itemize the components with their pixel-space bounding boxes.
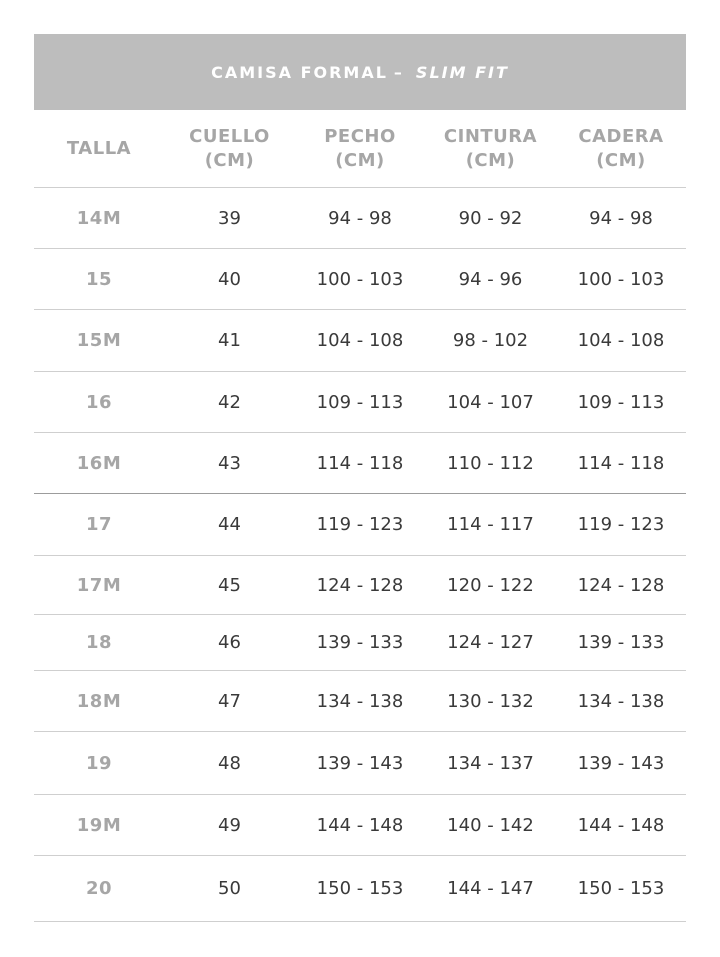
- cell-cintura: 130 - 132: [425, 671, 556, 732]
- header-talla-label: TALLA: [66, 137, 132, 159]
- header-cadera-label: CADERA: [578, 125, 664, 147]
- table-row: [34, 494, 686, 556]
- cell-pecho: 124 - 128: [295, 556, 425, 615]
- cell-cadera: 144 - 148: [556, 795, 686, 856]
- cell-size: 18: [34, 615, 164, 671]
- cell-cuello: 44: [164, 494, 295, 556]
- cell-cuello: 45: [164, 556, 295, 615]
- cell-cadera: 109 - 113: [556, 372, 686, 433]
- cell-cintura: 134 - 137: [425, 732, 556, 795]
- cell-cintura: 98 - 102: [425, 310, 556, 372]
- table-row: [34, 556, 686, 615]
- cell-cintura: 104 - 107: [425, 372, 556, 433]
- cell-cuello: 39: [164, 188, 295, 249]
- cell-cintura: 124 - 127: [425, 615, 556, 671]
- cell-cuello: 50: [164, 856, 295, 922]
- table-row: [34, 671, 686, 732]
- header-pecho: [295, 110, 425, 188]
- cell-pecho: 109 - 113: [295, 372, 425, 433]
- cell-cuello: 46: [164, 615, 295, 671]
- cell-pecho: 139 - 133: [295, 615, 425, 671]
- size-table: [34, 110, 686, 922]
- cell-size: 15: [34, 249, 164, 310]
- cell-cuello: 47: [164, 671, 295, 732]
- table-row: [34, 856, 686, 922]
- header-cadera-unit: (CM): [596, 149, 646, 171]
- cell-pecho: 134 - 138: [295, 671, 425, 732]
- cell-cadera: 139 - 143: [556, 732, 686, 795]
- table-row: [34, 732, 686, 795]
- cell-pecho: 100 - 103: [295, 249, 425, 310]
- cell-cadera: 139 - 133: [556, 615, 686, 671]
- table-row: [34, 433, 686, 494]
- header-cintura-unit: (CM): [465, 149, 516, 171]
- header-cuello: [164, 110, 295, 188]
- cell-cuello: 41: [164, 310, 295, 372]
- table-row: [34, 249, 686, 310]
- cell-cuello: 42: [164, 372, 295, 433]
- cell-size: 15M: [34, 310, 164, 372]
- cell-cintura: 120 - 122: [425, 556, 556, 615]
- header-cuello-label: CUELLO: [189, 125, 270, 147]
- table-row: [34, 795, 686, 856]
- cell-cadera: 104 - 108: [556, 310, 686, 372]
- cell-cadera: 124 - 128: [556, 556, 686, 615]
- cell-cintura: 144 - 147: [425, 856, 556, 922]
- cell-cadera: 94 - 98: [556, 188, 686, 249]
- table-row: [34, 372, 686, 433]
- cell-pecho: 114 - 118: [295, 433, 425, 494]
- cell-cadera: 119 - 123: [556, 494, 686, 556]
- header-cuello-unit: (CM): [204, 149, 255, 171]
- cell-size: 20: [34, 856, 164, 922]
- cell-cadera: 150 - 153: [556, 856, 686, 922]
- cell-size: 19: [34, 732, 164, 795]
- cell-cadera: 114 - 118: [556, 433, 686, 494]
- cell-pecho: 104 - 108: [295, 310, 425, 372]
- cell-size: 14M: [34, 188, 164, 249]
- header-cadera: [556, 110, 686, 188]
- table-row: [34, 310, 686, 372]
- cell-size: 17: [34, 494, 164, 556]
- cell-size: 19M: [34, 795, 164, 856]
- cell-cintura: 114 - 117: [425, 494, 556, 556]
- table-title-dash: –: [393, 62, 404, 82]
- cell-cintura: 110 - 112: [425, 433, 556, 494]
- table-title-bar: [34, 34, 686, 110]
- cell-size: 16: [34, 372, 164, 433]
- cell-pecho: 119 - 123: [295, 494, 425, 556]
- header-row: [34, 110, 686, 188]
- cell-size: 16M: [34, 433, 164, 494]
- cell-pecho: 144 - 148: [295, 795, 425, 856]
- table-row: [34, 615, 686, 671]
- cell-size: 17M: [34, 556, 164, 615]
- size-chart: [34, 34, 686, 922]
- header-talla: [34, 110, 164, 188]
- cell-cuello: 49: [164, 795, 295, 856]
- table-body: [34, 188, 686, 922]
- cell-pecho: 94 - 98: [295, 188, 425, 249]
- header-pecho-label: PECHO: [324, 125, 396, 147]
- header-cintura: [425, 110, 556, 188]
- header-pecho-unit: (CM): [335, 149, 385, 171]
- cell-size: 18M: [34, 671, 164, 732]
- header-cintura-label: CINTURA: [443, 125, 538, 147]
- table-row: [34, 188, 686, 249]
- cell-cadera: 100 - 103: [556, 249, 686, 310]
- cell-cuello: 40: [164, 249, 295, 310]
- cell-pecho: 139 - 143: [295, 732, 425, 795]
- cell-pecho: 150 - 153: [295, 856, 425, 922]
- cell-cuello: 43: [164, 433, 295, 494]
- table-title: CAMISA FORMAL: [211, 62, 388, 82]
- cell-cintura: 94 - 96: [425, 249, 556, 310]
- cell-cintura: 90 - 92: [425, 188, 556, 249]
- table-title-fit: SLIM FIT: [415, 62, 509, 82]
- cell-cuello: 48: [164, 732, 295, 795]
- cell-cintura: 140 - 142: [425, 795, 556, 856]
- cell-cadera: 134 - 138: [556, 671, 686, 732]
